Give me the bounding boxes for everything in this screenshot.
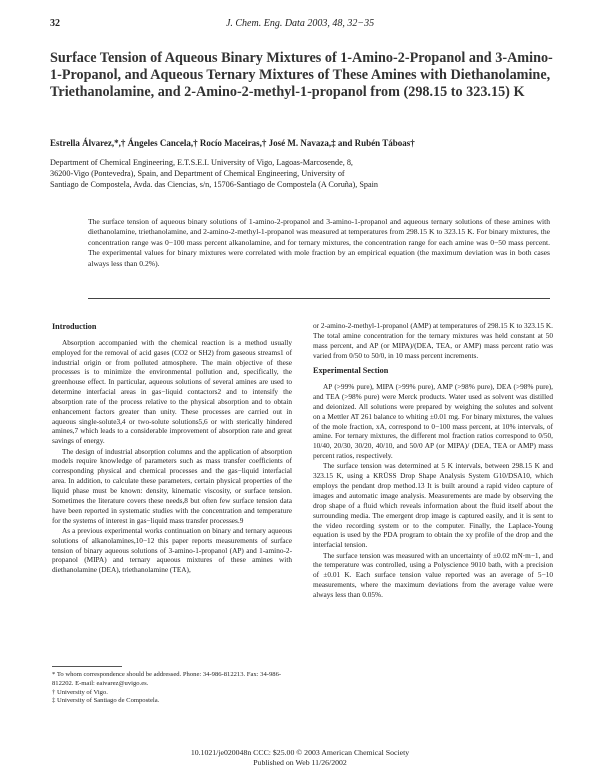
article-title: Surface Tension of Aqueous Binary Mixtures of 1-Amino-2-Propanol and 3-Amino-1-Propanol, and Aqueous Ternary Mixtures of These Amines with Diethanolamine, Triethanolamine, and 2-Amino-2-methyl-1-propanol from (298.15 to 323.15) K (50, 50, 553, 100)
running-header (50, 18, 550, 32)
affiliation-line: Santiago de Compostela, Avda. das Ciencias, s/n, 15706-Santiago de Compostela (A Coruña), Spain (50, 180, 378, 189)
abstract-divider (88, 298, 550, 299)
abstract: The surface tension of aqueous binary solutions of 1-amino-2-propanol and 3-amino-1-propanol and aqueous ternary solutions of these amines with diethanolamine, triethanolamine, and 2-amino-2-methyl-1-propanol was measured at temperatures from 298.15 K to 323.15 K. For binary mixtures, the concentration range was 0−100 mass percent alkanolamine, and for ternary mixtures, the concentration range for each amine was 0−50 mass percent. The experimental values for binary mixtures were correlated with mole fraction by an empirical equation (the maximum deviation was in both cases always less than 0.2%). (88, 217, 550, 268)
body-paragraph: As a previous experimental works continuation on binary and ternary aqueous solutions of alkanolamines,10−12 this paper reports measurements of surface tension of binary aqueous solutions of 3-amino-1-propanol (AP) and 1-amino-2-propanol (MIPA) and ternary aqueous mixtures of these amines with diethanolamine (DEA), triethanolamine (TEA), (52, 525, 292, 575)
right-column (313, 321, 553, 600)
affiliation-line: Department of Chemical Engineering, E.T.S.E.I. University of Vigo, Lagoas-Marcosende, 8, (50, 158, 353, 167)
affiliations (50, 157, 555, 190)
body-paragraph: or 2-amino-2-methyl-1-propanol (AMP) at temperatures of 298.15 K to 323.15 K. The total amine concentration for the ternary mixtures was held constant at 50 mass percent, and AP (or MIPA)/(DEA, TEA, or AMP) mass percent ratio was varied from 0/50 to 50/0, in 10 mass percent increments. (313, 321, 553, 360)
section-heading-introduction: Introduction (52, 322, 97, 331)
doi-copyright: 10.1021/je020048n CCC: $25.00 © 2003 American Chemical Society (190, 748, 410, 757)
body-paragraph: Absorption accompanied with the chemical reaction is a method usually employed for the removal of acid gases (CO2 or SH2) from gaseous streams1 of industrial origin or from polluted atmosphere. The main objective of these processes is to minimize the environmental pollution and, specifically, the greenhouse effect. In particular, aqueous solutions of several amines are used to determine interfacial areas in gas−liquid contactors2 and to intensify the absorption rate of the process relative to the physical absorption and to obtain enhancement factors greater than unity. These processes are carried out in aqueous single-solute3,4 or two-solute solutions5,6 or with sterically hindered amines,7 which leads to a considerable improvement of absorption rate and great savings of energy. (52, 337, 292, 446)
footnotes (52, 671, 292, 706)
publication-footer (0, 748, 600, 767)
section-heading-experimental: Experimental Section (313, 366, 389, 376)
footnote-divider (52, 666, 122, 667)
body-paragraph: The design of industrial absorption columns and the application of absorption models require knowledge of parameters such as mass transfer coefficients of corresponding physical and chemical processes and the gas−liquid interfacial area. In addition, to calculate these parameters, certain physical properties of the liquid phase must be known: density, kinematic viscosity, or surface tension. Sometimes the literature covers these needs,8 but often few surface tension data have been reported in systematic studies with the concentration and temperature for the systems of interest in gas−liquid mass transfer processes.9 (52, 446, 292, 525)
body-paragraph: The surface tension was measured with an uncertainty of ±0.02 mN·m−1, and the temperature was controlled, using a Polyscience 9010 bath, with a precision of ±0.01 K. Each surface tension value reported was an average of 5−10 measurements, where the maximum deviations from the average value were always less than 0.05%. (313, 550, 553, 599)
footnote-affiliation: ‡ University of Santiago de Compostela. (52, 697, 160, 705)
journal-reference: J. Chem. Eng. Data 2003, 48, 32−35 (225, 18, 375, 29)
affiliation-line: 36200-Vigo (Pontevedra), Spain, and Department of Chemical Engineering, University of (50, 169, 345, 178)
body-paragraph: The surface tension was determined at 5 K intervals, between 298.15 K and 323.15 K, using a KRÜSS Drop Shape Analysis System G10/DSA10, which employs the pendant drop method.13 It is built around a rapid video capture of images and automatic image analysis. Measurements are made by observing the drop shape of a fluid which reveals information about the fluid itself about the surrounding media. The emergent drop image is captured easily, and it is sent to the video recording system or to the computer. Finally, the Laplace-Young equation is used by the PDA program to obtain the xy profile of the drop and the interfacial tension. (313, 461, 553, 550)
left-column (52, 322, 292, 576)
body-paragraph: AP (>99% pure), MIPA (>99% pure), AMP (>98% pure), DEA (>98% pure), and TEA (>98% pure) were Merck products. Water used as solvent was distilled and deionized. All solutions were prepared by weighing the solutes and solvent on a Mettler AT 261 balance to whiting ±0.01 mg. For binary mixtures, the values of the mole fraction, xA, correspond to 0−100 mass percent, at 10% intervals, of amine. For ternary mixtures, the different mol fraction ratios correspond to 0/50, 10/40, 20/30, 30/20, 40/10, and 50/0 AP (or MIPA)/ (DEA, TEA or AMP) mass percent ratios, respectively. (313, 382, 553, 461)
author-list: Estrella Álvarez,*,† Ángeles Cancela,† Rocío Maceiras,† José M. Navaza,‡ and Rubén Táboas† (50, 138, 415, 148)
footnote-affiliation: † University of Vigo. (52, 688, 108, 696)
publication-date: Published on Web 11/26/2002 (253, 757, 347, 767)
footnote-correspondence: * To whom correspondence should be addressed. Phone: 34-986-812213. Fax: 34-986-812202. E-mail: eaivarez@uvigo.es. (52, 671, 282, 687)
page-number: 32 (50, 18, 60, 29)
